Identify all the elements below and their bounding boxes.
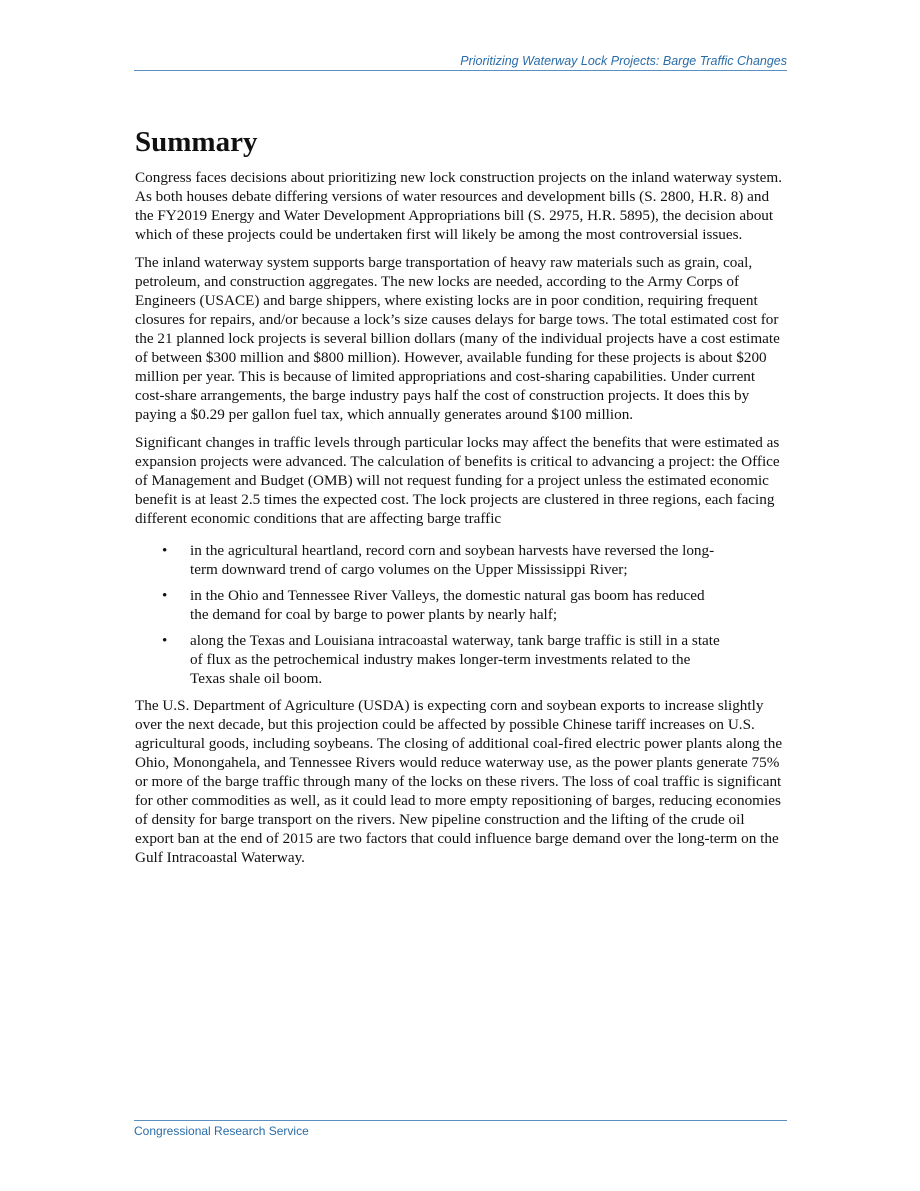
running-footer — [134, 1120, 787, 1139]
summary-paragraph-3: Significant changes in traffic levels through particular locks may affect the benefits that were estimated as expansion projects were advanced. The calculation of benefits is critical to advancing a project: the Office of Management and Budget (OMB) will not request funding for a project unless the estimated economic benefit is at least 2.5 times the expected cost. The lock projects are clustered in three regions, each facing different economic conditions that are affecting barge traffic — [135, 434, 780, 527]
regions-bullet-list — [135, 541, 783, 688]
summary-paragraph-1: Congress faces decisions about prioritizing new lock construction projects on the inland waterway system. As both houses debate differing versions of water resources and development bills (S. 2800, H.R. 8) and the FY2019 Energy and Water Development Appropriations bill (S. 2975, H.R. 5895), the decision about which of these projects could be undertaken first will likely be among the most controversial issues. — [135, 169, 782, 243]
running-title: Prioritizing Waterway Lock Projects: Barge Traffic Changes — [460, 54, 787, 68]
publisher-name: Congressional Research Service — [134, 1124, 309, 1138]
page-title: Summary — [135, 126, 258, 158]
bullet-icon: • — [162, 587, 168, 604]
bullet-icon: • — [162, 632, 168, 649]
summary-paragraph-4: The U.S. Department of Agriculture (USDA) is expecting corn and soybean exports to increase slightly over the next decade, but this projection could be affected by possible Chinese tariff increases on U.S. agricultural goods, including soybeans. The closing of additional coal-fired electric power plants along the Ohio, Monongahela, and Tennessee Rivers would reduce waterway use, as the power plants generate 75% or more of the barge traffic through many of the locks on these rivers. The loss of coal traffic is significant for other commodities as well, as it could lead to more empty repositioning of barges, reducing economies of density for barge transport on the rivers. New pipeline construction and the lifting of the crude oil export ban at the end of 2015 are two factors that could influence barge demand over the long-term on the Gulf Intracoastal Waterway. — [135, 697, 783, 866]
bullet-icon: • — [162, 542, 168, 559]
bullet-text: in the Ohio and Tennessee River Valleys, the domestic natural gas boom has reduced the demand for coal by barge to power plants by nearly half; — [190, 587, 705, 623]
list-item — [135, 586, 723, 624]
main-content — [135, 124, 783, 876]
summary-paragraph-2: The inland waterway system supports barge transportation of heavy raw materials such as grain, coal, petroleum, and construction aggregates. The new locks are needed, according to the Army Corps of Engineers (USACE) and barge shippers, where existing locks are in poor condition, requiring frequent closures for repairs, and/or because a lock’s size causes delays for barge tows. The total estimated cost for the 21 planned lock projects is several billion dollars (many of the individual projects have a cost estimate of between $300 million and $800 million). However, available funding for these projects is about $200 million per year. This is because of limited appropriations and cost-sharing capabilities. Under current cost-share arrangements, the barge industry pays half the cost of construction projects. It does this by paying a $0.29 per gallon fuel tax, which annually generates around $100 million. — [135, 254, 780, 423]
bullet-text: along the Texas and Louisiana intracoastal waterway, tank barge traffic is still in a state of flux as the petrochemical industry makes longer-term investments related to the Texas shale oil boom. — [190, 632, 720, 687]
list-item — [135, 631, 723, 688]
running-header — [134, 54, 787, 71]
bullet-text: in the agricultural heartland, record corn and soybean harvests have reversed the long-term downward trend of cargo volumes on the Upper Mississippi River; — [190, 542, 715, 578]
list-item — [135, 541, 723, 579]
